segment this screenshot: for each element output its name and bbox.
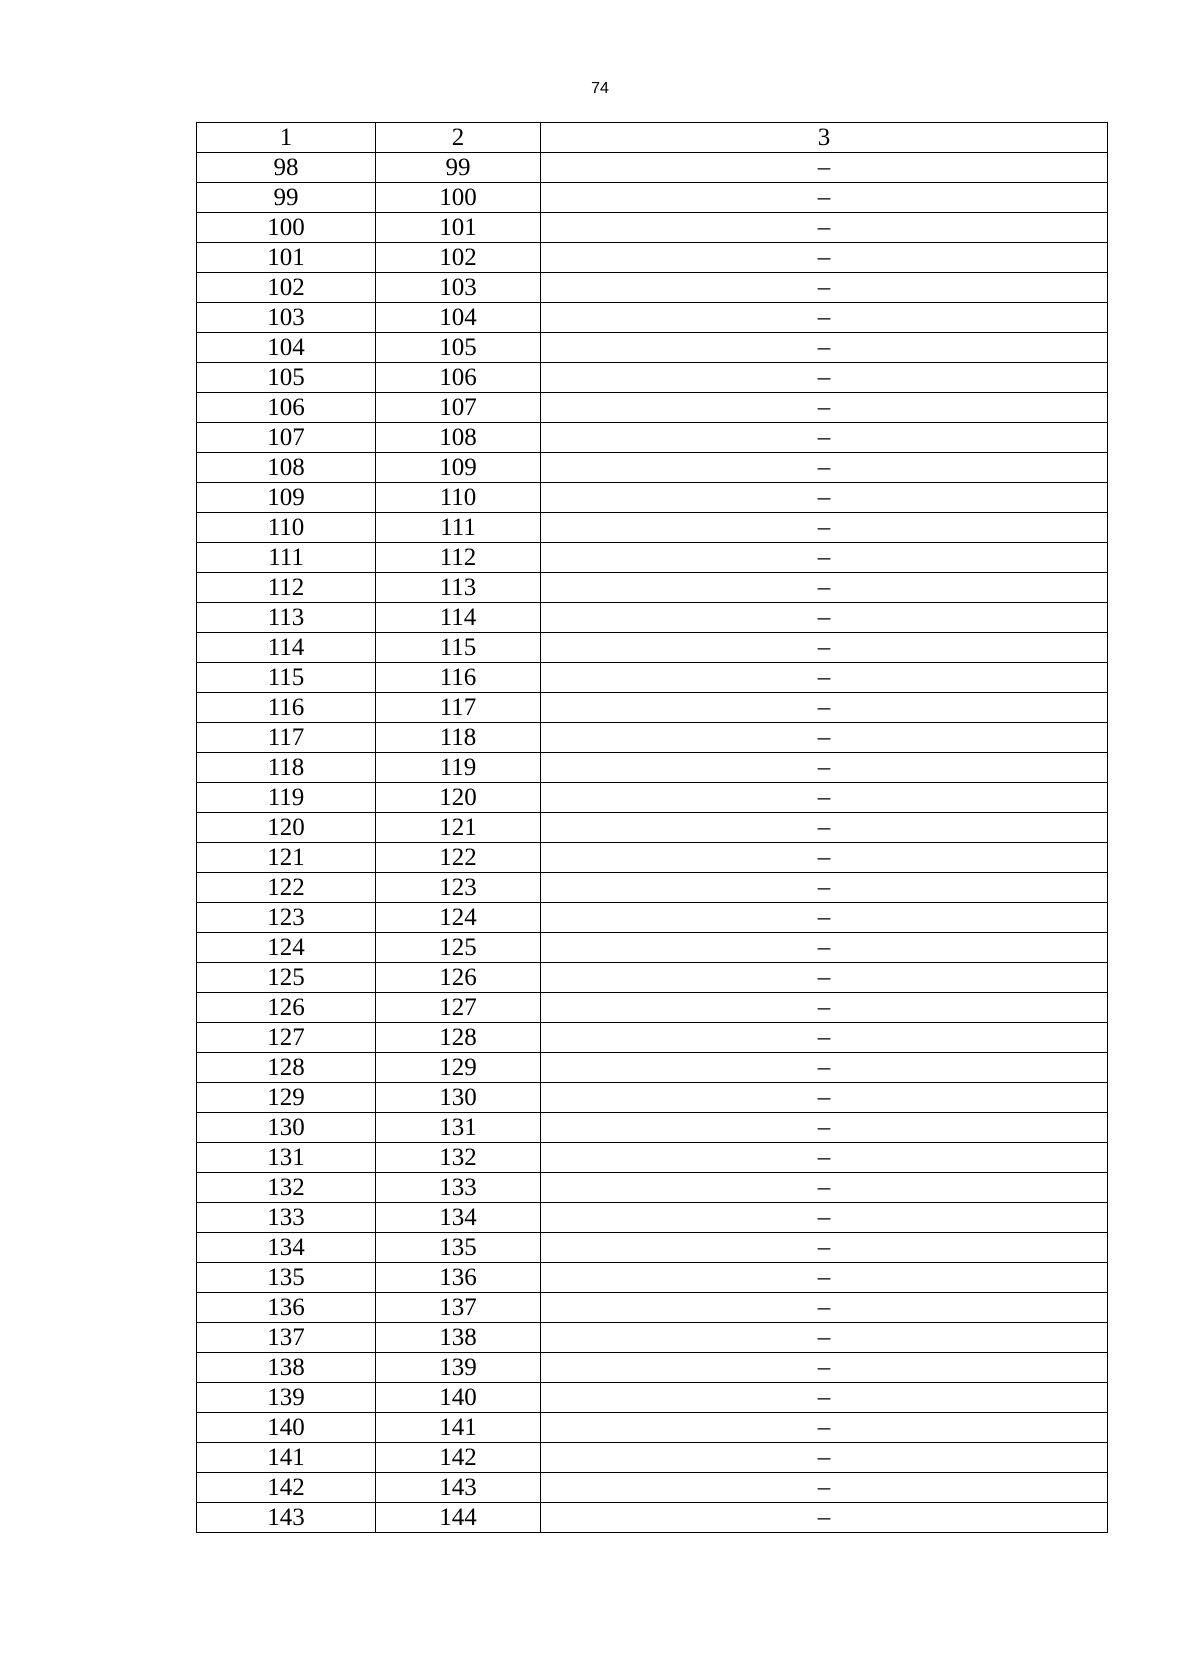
table-cell: – <box>541 1233 1108 1263</box>
table-cell: – <box>541 573 1108 603</box>
table-cell: 110 <box>376 483 541 513</box>
table-cell: – <box>541 243 1108 273</box>
table-cell: 129 <box>197 1083 376 1113</box>
table-cell: 124 <box>376 903 541 933</box>
table-cell: – <box>541 1353 1108 1383</box>
table-cell: 109 <box>376 453 541 483</box>
table-cell: 126 <box>376 963 541 993</box>
table-cell: – <box>541 363 1108 393</box>
table-row <box>197 1383 1108 1413</box>
table-cell: 122 <box>197 873 376 903</box>
table-cell: 109 <box>197 483 376 513</box>
table-cell: 126 <box>197 993 376 1023</box>
table-row <box>197 273 1108 303</box>
table-cell: 134 <box>197 1233 376 1263</box>
table-row <box>197 423 1108 453</box>
table-cell: 113 <box>197 603 376 633</box>
table-cell: – <box>541 843 1108 873</box>
table-cell: 143 <box>197 1503 376 1533</box>
table-cell: 104 <box>376 303 541 333</box>
table-cell: – <box>541 1263 1108 1293</box>
table-cell: 101 <box>197 243 376 273</box>
table-row <box>197 573 1108 603</box>
table-cell: 115 <box>376 633 541 663</box>
table-cell: – <box>541 1083 1108 1113</box>
table-cell: 100 <box>197 213 376 243</box>
table-row <box>197 153 1108 183</box>
table-header-row <box>197 123 1108 153</box>
table-cell: – <box>541 453 1108 483</box>
table-cell: 130 <box>376 1083 541 1113</box>
header-cell-2: 2 <box>376 123 541 153</box>
table-cell: – <box>541 423 1108 453</box>
table-cell: 111 <box>197 543 376 573</box>
table-cell: 103 <box>376 273 541 303</box>
table-cell: – <box>541 543 1108 573</box>
table-cell: – <box>541 993 1108 1023</box>
table-cell: 103 <box>197 303 376 333</box>
table-cell: 105 <box>197 363 376 393</box>
data-table <box>196 122 1108 1533</box>
table-cell: – <box>541 1383 1108 1413</box>
table-cell: – <box>541 273 1108 303</box>
table-cell: – <box>541 783 1108 813</box>
table-cell: 142 <box>197 1473 376 1503</box>
header-cell-3: 3 <box>541 123 1108 153</box>
table-cell: 133 <box>197 1203 376 1233</box>
table-cell: 135 <box>197 1263 376 1293</box>
table-cell: 118 <box>376 723 541 753</box>
table-cell: – <box>541 963 1108 993</box>
table-row <box>197 333 1108 363</box>
table-row <box>197 753 1108 783</box>
table-cell: – <box>541 183 1108 213</box>
table-cell: 106 <box>376 363 541 393</box>
table-cell: 102 <box>376 243 541 273</box>
table-cell: 117 <box>376 693 541 723</box>
table-row <box>197 903 1108 933</box>
table-cell: 115 <box>197 663 376 693</box>
table-row <box>197 183 1108 213</box>
table-cell: 121 <box>376 813 541 843</box>
table-cell: 128 <box>197 1053 376 1083</box>
table-cell: – <box>541 303 1108 333</box>
table-cell: – <box>541 393 1108 423</box>
table-cell: 100 <box>376 183 541 213</box>
table-cell: – <box>541 663 1108 693</box>
table-row <box>197 843 1108 873</box>
table-cell: 101 <box>376 213 541 243</box>
table-cell: – <box>541 1023 1108 1053</box>
table-cell: 124 <box>197 933 376 963</box>
table-row <box>197 1413 1108 1443</box>
table-cell: – <box>541 333 1108 363</box>
table-cell: – <box>541 1113 1108 1143</box>
table-cell: 106 <box>197 393 376 423</box>
table-cell: 104 <box>197 333 376 363</box>
table-cell: 108 <box>197 453 376 483</box>
table-cell: 138 <box>376 1323 541 1353</box>
table-cell: 140 <box>376 1383 541 1413</box>
table-cell: 129 <box>376 1053 541 1083</box>
table-cell: 121 <box>197 843 376 873</box>
table-row <box>197 1053 1108 1083</box>
table-row <box>197 603 1108 633</box>
table-cell: – <box>541 1323 1108 1353</box>
table-cell: 131 <box>376 1113 541 1143</box>
table-cell: 144 <box>376 1503 541 1533</box>
table-row <box>197 303 1108 333</box>
page-number: 74 <box>591 80 609 97</box>
table-row <box>197 393 1108 423</box>
table-cell: – <box>541 903 1108 933</box>
table-body <box>197 153 1108 1533</box>
table-row <box>197 1443 1108 1473</box>
table-row <box>197 513 1108 543</box>
table-cell: 120 <box>197 813 376 843</box>
header-cell-1: 1 <box>197 123 376 153</box>
table-row <box>197 723 1108 753</box>
table-cell: 138 <box>197 1353 376 1383</box>
table-row <box>197 363 1108 393</box>
table-cell: 105 <box>376 333 541 363</box>
table-row <box>197 243 1108 273</box>
table-cell: 139 <box>376 1353 541 1383</box>
table-row <box>197 1203 1108 1233</box>
table-cell: 131 <box>197 1143 376 1173</box>
table-cell: 119 <box>197 783 376 813</box>
table-cell: 143 <box>376 1473 541 1503</box>
table-cell: 116 <box>197 693 376 723</box>
table-cell: 102 <box>197 273 376 303</box>
table-cell: – <box>541 1203 1108 1233</box>
table-row <box>197 1503 1108 1533</box>
table-cell: 137 <box>197 1323 376 1353</box>
table-row <box>197 813 1108 843</box>
table-cell: 140 <box>197 1413 376 1443</box>
table-row <box>197 1233 1108 1263</box>
table-cell: – <box>541 483 1108 513</box>
table-row <box>197 1143 1108 1173</box>
table-row <box>197 993 1108 1023</box>
table-row <box>197 1083 1108 1113</box>
table-cell: 116 <box>376 663 541 693</box>
table-row <box>197 483 1108 513</box>
table-cell: 136 <box>197 1293 376 1323</box>
table-cell: 134 <box>376 1203 541 1233</box>
table-row <box>197 663 1108 693</box>
table-cell: 122 <box>376 843 541 873</box>
table-cell: 123 <box>197 903 376 933</box>
table-cell: 98 <box>197 153 376 183</box>
table-row <box>197 1023 1108 1053</box>
table-cell: 127 <box>376 993 541 1023</box>
table-cell: 111 <box>376 513 541 543</box>
table-cell: – <box>541 213 1108 243</box>
table-cell: – <box>541 1173 1108 1203</box>
table-cell: 114 <box>197 633 376 663</box>
table-cell: 137 <box>376 1293 541 1323</box>
table-cell: 141 <box>376 1413 541 1443</box>
table-row <box>197 633 1108 663</box>
table-row <box>197 1473 1108 1503</box>
table-cell: 107 <box>376 393 541 423</box>
table-cell: 125 <box>376 933 541 963</box>
table-row <box>197 543 1108 573</box>
table-cell: – <box>541 1473 1108 1503</box>
table-row <box>197 1173 1108 1203</box>
table-row <box>197 963 1108 993</box>
table-row <box>197 1323 1108 1353</box>
table-row <box>197 933 1108 963</box>
table-row <box>197 1113 1108 1143</box>
table-cell: – <box>541 723 1108 753</box>
table-cell: – <box>541 753 1108 783</box>
table-cell: – <box>541 1143 1108 1173</box>
table-cell: 119 <box>376 753 541 783</box>
table-cell: – <box>541 1413 1108 1443</box>
table-row <box>197 873 1108 903</box>
table-cell: 123 <box>376 873 541 903</box>
table-cell: 142 <box>376 1443 541 1473</box>
table-cell: 141 <box>197 1443 376 1473</box>
table-cell: 112 <box>376 543 541 573</box>
table-cell: – <box>541 1053 1108 1083</box>
table-cell: – <box>541 873 1108 903</box>
table-cell: – <box>541 1443 1108 1473</box>
table-cell: 128 <box>376 1023 541 1053</box>
table-cell: 133 <box>376 1173 541 1203</box>
table-cell: 99 <box>376 153 541 183</box>
table-cell: – <box>541 603 1108 633</box>
table-cell: – <box>541 1293 1108 1323</box>
table-cell: – <box>541 693 1108 723</box>
table-cell: 108 <box>376 423 541 453</box>
table-row <box>197 1293 1108 1323</box>
table-cell: 125 <box>197 963 376 993</box>
table-row <box>197 783 1108 813</box>
table-row <box>197 453 1108 483</box>
table-cell: 114 <box>376 603 541 633</box>
table-cell: 120 <box>376 783 541 813</box>
table-row <box>197 213 1108 243</box>
table-row <box>197 693 1108 723</box>
table-cell: 99 <box>197 183 376 213</box>
table-cell: 107 <box>197 423 376 453</box>
table-cell: 118 <box>197 753 376 783</box>
table-cell: – <box>541 933 1108 963</box>
table-row <box>197 1353 1108 1383</box>
table-cell: – <box>541 513 1108 543</box>
table-cell: – <box>541 153 1108 183</box>
table-cell: 136 <box>376 1263 541 1293</box>
table-cell: 135 <box>376 1233 541 1263</box>
table-cell: 113 <box>376 573 541 603</box>
table-cell: 139 <box>197 1383 376 1413</box>
table-cell: – <box>541 1503 1108 1533</box>
table-cell: – <box>541 633 1108 663</box>
table-row <box>197 1263 1108 1293</box>
table-cell: 127 <box>197 1023 376 1053</box>
table-cell: 110 <box>197 513 376 543</box>
table-cell: 132 <box>197 1173 376 1203</box>
table-cell: 130 <box>197 1113 376 1143</box>
table-cell: 117 <box>197 723 376 753</box>
table-cell: – <box>541 813 1108 843</box>
table-cell: 112 <box>197 573 376 603</box>
table-cell: 132 <box>376 1143 541 1173</box>
